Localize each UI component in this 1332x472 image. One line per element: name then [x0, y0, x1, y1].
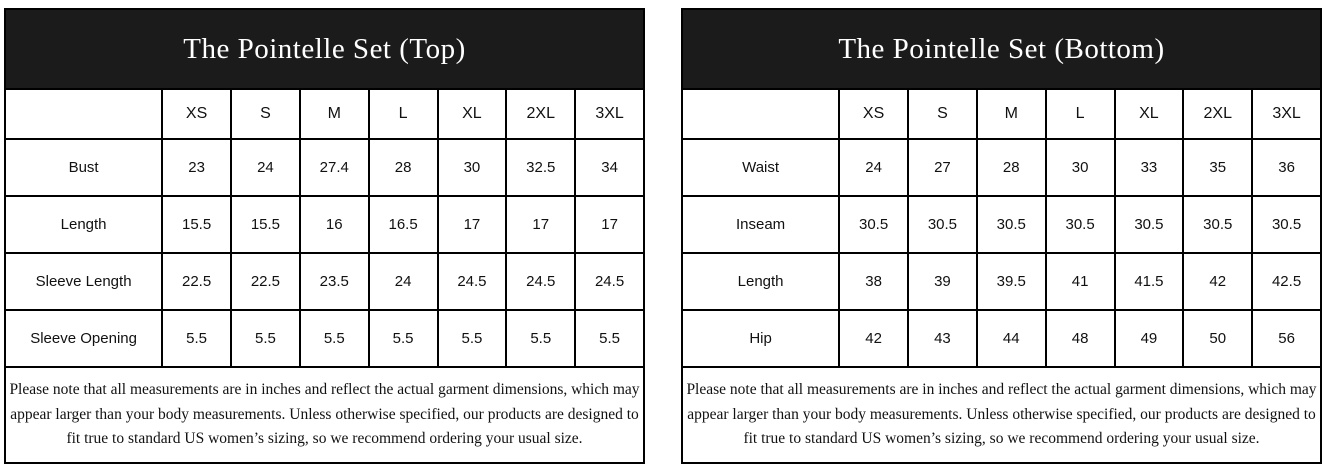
size-header: 3XL — [575, 89, 644, 139]
measurement-label: Hip — [682, 310, 839, 367]
measurement-value: 23.5 — [300, 253, 369, 310]
measurement-value: 5.5 — [300, 310, 369, 367]
measurement-row — [682, 310, 1321, 367]
measurement-value: 28 — [369, 139, 438, 196]
measurement-value: 33 — [1115, 139, 1184, 196]
measurement-value: 17 — [575, 196, 644, 253]
size-header: L — [369, 89, 438, 139]
size-header: XS — [162, 89, 231, 139]
measurement-value: 44 — [977, 310, 1046, 367]
measurement-value: 24.5 — [575, 253, 644, 310]
size-header: M — [977, 89, 1046, 139]
measurement-label: Waist — [682, 139, 839, 196]
size-header: 2XL — [1183, 89, 1252, 139]
measurement-value: 35 — [1183, 139, 1252, 196]
measurement-value: 42 — [1183, 253, 1252, 310]
measurement-value: 17 — [506, 196, 575, 253]
measurement-value: 30.5 — [1115, 196, 1184, 253]
measurement-label: Bust — [5, 139, 162, 196]
measurement-value: 24.5 — [506, 253, 575, 310]
measurement-value: 38 — [839, 253, 908, 310]
corner-cell — [682, 89, 839, 139]
size-header: 3XL — [1252, 89, 1321, 139]
measurement-value: 42.5 — [1252, 253, 1321, 310]
measurement-value: 16 — [300, 196, 369, 253]
size-header: 2XL — [506, 89, 575, 139]
measurement-value: 5.5 — [369, 310, 438, 367]
measurement-value: 28 — [977, 139, 1046, 196]
size-header: S — [908, 89, 977, 139]
corner-cell — [5, 89, 162, 139]
measurement-label: Length — [682, 253, 839, 310]
measurement-value: 50 — [1183, 310, 1252, 367]
measurement-value: 22.5 — [162, 253, 231, 310]
size-table — [4, 8, 645, 464]
measurement-value: 23 — [162, 139, 231, 196]
note-text: Please note that all measurements are in inches and reflect the actual garment dimensions, which may appear larger than your body measurements. Unless otherwise specified, our products are designed to fit true to standard US women’s sizing, so we recommend ordering your usual size. — [682, 367, 1321, 463]
measurement-label: Sleeve Length — [5, 253, 162, 310]
measurement-row — [682, 196, 1321, 253]
size-table — [681, 8, 1322, 464]
size-header: XL — [438, 89, 507, 139]
measurement-value: 27.4 — [300, 139, 369, 196]
note-text: Please note that all measurements are in inches and reflect the actual garment dimensions, which may appear larger than your body measurements. Unless otherwise specified, our products are designed to fit true to standard US women’s sizing, so we recommend ordering your usual size. — [5, 367, 644, 463]
measurement-value: 22.5 — [231, 253, 300, 310]
size-header: XL — [1115, 89, 1184, 139]
measurement-value: 5.5 — [438, 310, 507, 367]
measurement-value: 39 — [908, 253, 977, 310]
size-header: S — [231, 89, 300, 139]
measurement-row — [682, 139, 1321, 196]
measurement-value: 24 — [231, 139, 300, 196]
measurement-value: 30.5 — [1183, 196, 1252, 253]
measurement-value: 5.5 — [506, 310, 575, 367]
measurement-value: 27 — [908, 139, 977, 196]
measurement-value: 30.5 — [839, 196, 908, 253]
measurement-value: 49 — [1115, 310, 1184, 367]
measurement-value: 56 — [1252, 310, 1321, 367]
measurement-row — [5, 253, 644, 310]
measurement-value: 42 — [839, 310, 908, 367]
measurement-label: Sleeve Opening — [5, 310, 162, 367]
measurement-label: Inseam — [682, 196, 839, 253]
measurement-value: 39.5 — [977, 253, 1046, 310]
chart-title: The Pointelle Set (Top) — [5, 9, 644, 89]
measurement-value: 5.5 — [231, 310, 300, 367]
measurement-value: 48 — [1046, 310, 1115, 367]
measurement-value: 30.5 — [1046, 196, 1115, 253]
measurement-value: 15.5 — [231, 196, 300, 253]
size-header: XS — [839, 89, 908, 139]
measurement-value: 24 — [369, 253, 438, 310]
size-chart-top — [4, 8, 645, 464]
measurement-row — [5, 196, 644, 253]
measurement-value: 41 — [1046, 253, 1115, 310]
measurement-value: 30 — [438, 139, 507, 196]
measurement-value: 24.5 — [438, 253, 507, 310]
chart-title: The Pointelle Set (Bottom) — [682, 9, 1321, 89]
measurement-label: Length — [5, 196, 162, 253]
measurement-value: 15.5 — [162, 196, 231, 253]
measurement-value: 41.5 — [1115, 253, 1184, 310]
size-header: M — [300, 89, 369, 139]
size-chart-bottom — [681, 8, 1322, 464]
measurement-row — [5, 139, 644, 196]
measurement-value: 16.5 — [369, 196, 438, 253]
measurement-value: 5.5 — [162, 310, 231, 367]
measurement-row — [5, 310, 644, 367]
measurement-value: 30.5 — [977, 196, 1046, 253]
measurement-value: 34 — [575, 139, 644, 196]
measurement-value: 30.5 — [908, 196, 977, 253]
measurement-value: 24 — [839, 139, 908, 196]
measurement-value: 5.5 — [575, 310, 644, 367]
measurement-value: 43 — [908, 310, 977, 367]
measurement-row — [682, 253, 1321, 310]
measurement-value: 32.5 — [506, 139, 575, 196]
measurement-value: 36 — [1252, 139, 1321, 196]
size-header: L — [1046, 89, 1115, 139]
measurement-value: 30 — [1046, 139, 1115, 196]
measurement-value: 17 — [438, 196, 507, 253]
measurement-value: 30.5 — [1252, 196, 1321, 253]
